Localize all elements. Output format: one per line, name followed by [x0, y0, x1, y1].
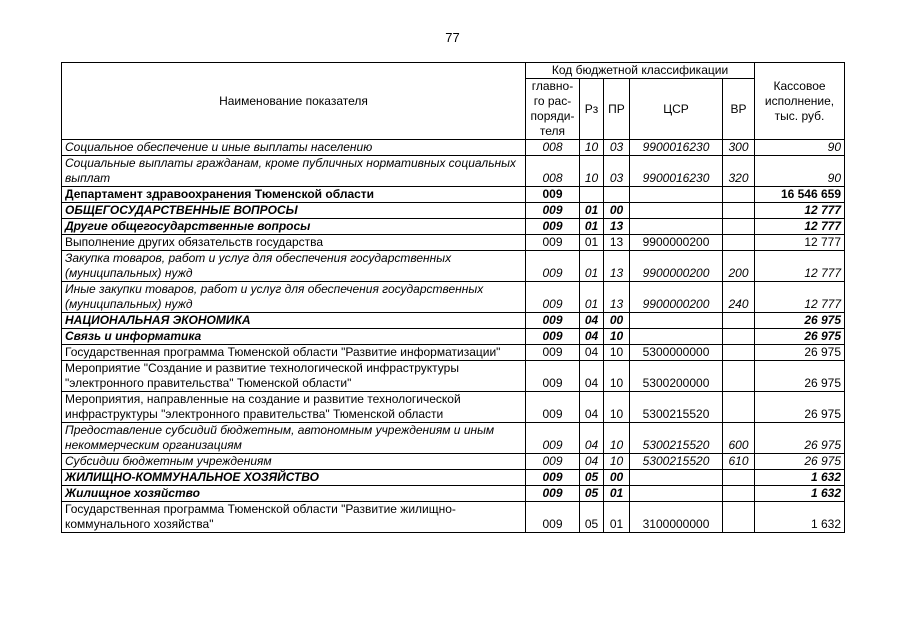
cell-csr: 5300215520	[630, 423, 723, 454]
cell-rz: 05	[580, 502, 604, 533]
cell-pr: 03	[604, 156, 630, 187]
cell-vr	[723, 470, 755, 486]
cell-rz: 04	[580, 313, 604, 329]
cell-name: Выполнение других обязательств государства	[62, 235, 526, 251]
cell-amount: 90	[755, 140, 845, 156]
cell-amount: 12 777	[755, 235, 845, 251]
table-row	[62, 140, 845, 156]
cell-amount: 26 975	[755, 345, 845, 361]
table-row	[62, 423, 845, 454]
cell-amount: 26 975	[755, 423, 845, 454]
cell-name: Закупка товаров, работ и услуг для обеспечения государственных (муниципальных) нужд	[62, 251, 526, 282]
cell-csr	[630, 203, 723, 219]
cell-grbs: 009	[526, 187, 580, 203]
table-row	[62, 156, 845, 187]
cell-grbs: 008	[526, 156, 580, 187]
header-code-group: Код бюджетной классификации	[526, 63, 755, 79]
cell-name: Мероприятие "Создание и развитие технологической инфраструктуры "электронного правительства" Тюменской области"	[62, 361, 526, 392]
cell-name: Жилищное хозяйство	[62, 486, 526, 502]
cell-pr: 03	[604, 140, 630, 156]
table-row	[62, 470, 845, 486]
cell-pr: 10	[604, 345, 630, 361]
cell-amount: 12 777	[755, 282, 845, 313]
table-row	[62, 361, 845, 392]
cell-vr: 300	[723, 140, 755, 156]
cell-amount: 26 975	[755, 454, 845, 470]
cell-csr	[630, 219, 723, 235]
cell-pr: 10	[604, 392, 630, 423]
table-row	[62, 313, 845, 329]
cell-name: Мероприятия, направленные на создание и развитие технологической инфраструктуры "электронного правительства" Тюменской области	[62, 392, 526, 423]
cell-csr: 5300215520	[630, 454, 723, 470]
header-csr: ЦСР	[630, 79, 723, 140]
cell-pr: 00	[604, 203, 630, 219]
cell-vr	[723, 329, 755, 345]
cell-rz: 04	[580, 423, 604, 454]
table-row	[62, 486, 845, 502]
cell-grbs: 009	[526, 282, 580, 313]
cell-amount: 12 777	[755, 203, 845, 219]
cell-name: ЖИЛИЩНО-КОММУНАЛЬНОЕ ХОЗЯЙСТВО	[62, 470, 526, 486]
table-body	[62, 140, 845, 533]
table-row	[62, 282, 845, 313]
cell-grbs: 009	[526, 235, 580, 251]
cell-pr: 00	[604, 313, 630, 329]
cell-vr: 610	[723, 454, 755, 470]
header-amount: Кассовое исполнение, тыс. руб.	[755, 63, 845, 140]
cell-vr: 600	[723, 423, 755, 454]
cell-amount: 90	[755, 156, 845, 187]
cell-rz: 10	[580, 140, 604, 156]
page-number: 77	[445, 30, 460, 45]
cell-pr: 13	[604, 235, 630, 251]
cell-pr: 13	[604, 251, 630, 282]
header-vr: ВР	[723, 79, 755, 140]
cell-rz: 05	[580, 486, 604, 502]
header-rz: Рз	[580, 79, 604, 140]
cell-rz: 01	[580, 219, 604, 235]
table-row	[62, 235, 845, 251]
cell-csr	[630, 329, 723, 345]
cell-vr	[723, 502, 755, 533]
cell-vr	[723, 361, 755, 392]
cell-vr: 320	[723, 156, 755, 187]
cell-vr	[723, 313, 755, 329]
budget-table	[61, 62, 845, 533]
cell-name: Социальные выплаты гражданам, кроме публичных нормативных социальных выплат	[62, 156, 526, 187]
cell-vr	[723, 345, 755, 361]
cell-grbs: 009	[526, 203, 580, 219]
cell-rz: 04	[580, 392, 604, 423]
cell-csr	[630, 187, 723, 203]
cell-pr: 10	[604, 454, 630, 470]
cell-name: Государственная программа Тюменской области "Развитие информатизации"	[62, 345, 526, 361]
cell-csr: 9900016230	[630, 140, 723, 156]
cell-name: ОБЩЕГОСУДАРСТВЕННЫЕ ВОПРОСЫ	[62, 203, 526, 219]
cell-rz: 01	[580, 235, 604, 251]
cell-csr: 9900000200	[630, 251, 723, 282]
cell-grbs: 009	[526, 454, 580, 470]
cell-amount: 26 975	[755, 361, 845, 392]
cell-amount: 26 975	[755, 313, 845, 329]
cell-rz: 04	[580, 454, 604, 470]
cell-name: Другие общегосударственные вопросы	[62, 219, 526, 235]
cell-csr: 9900000200	[630, 282, 723, 313]
cell-name: НАЦИОНАЛЬНАЯ ЭКОНОМИКА	[62, 313, 526, 329]
cell-rz: 01	[580, 282, 604, 313]
cell-name: Государственная программа Тюменской области "Развитие жилищно-коммунального хозяйства"	[62, 502, 526, 533]
cell-vr	[723, 486, 755, 502]
table-row	[62, 203, 845, 219]
table-row	[62, 345, 845, 361]
cell-amount: 1 632	[755, 470, 845, 486]
table-header	[62, 63, 845, 140]
cell-name: Связь и информатика	[62, 329, 526, 345]
cell-rz: 04	[580, 329, 604, 345]
header-grbs: главно-го рас-поряди-теля	[526, 79, 580, 140]
table-row	[62, 251, 845, 282]
cell-pr: 13	[604, 282, 630, 313]
cell-pr: 10	[604, 329, 630, 345]
cell-amount: 26 975	[755, 392, 845, 423]
header-name: Наименование показателя	[62, 63, 526, 140]
cell-grbs: 009	[526, 392, 580, 423]
cell-amount: 12 777	[755, 219, 845, 235]
cell-grbs: 009	[526, 219, 580, 235]
cell-grbs: 009	[526, 313, 580, 329]
cell-grbs: 009	[526, 470, 580, 486]
cell-vr	[723, 187, 755, 203]
cell-vr	[723, 235, 755, 251]
cell-grbs: 009	[526, 345, 580, 361]
cell-csr	[630, 313, 723, 329]
cell-grbs: 009	[526, 423, 580, 454]
cell-pr: 10	[604, 361, 630, 392]
cell-rz: 01	[580, 251, 604, 282]
cell-grbs: 008	[526, 140, 580, 156]
cell-grbs: 009	[526, 329, 580, 345]
cell-csr	[630, 486, 723, 502]
cell-rz: 01	[580, 203, 604, 219]
cell-csr: 5300000000	[630, 345, 723, 361]
cell-vr	[723, 203, 755, 219]
cell-name: Социальное обеспечение и иные выплаты населению	[62, 140, 526, 156]
cell-rz: 04	[580, 345, 604, 361]
table-row	[62, 329, 845, 345]
table-row	[62, 219, 845, 235]
cell-name: Субсидии бюджетным учреждениям	[62, 454, 526, 470]
cell-grbs: 009	[526, 486, 580, 502]
cell-csr: 9900000200	[630, 235, 723, 251]
cell-rz	[580, 187, 604, 203]
cell-amount: 1 632	[755, 486, 845, 502]
cell-pr: 00	[604, 470, 630, 486]
cell-vr	[723, 392, 755, 423]
table-row	[62, 454, 845, 470]
table-row	[62, 392, 845, 423]
cell-amount: 1 632	[755, 502, 845, 533]
cell-amount: 16 546 659	[755, 187, 845, 203]
cell-csr: 5300215520	[630, 392, 723, 423]
header-pr: ПР	[604, 79, 630, 140]
cell-name: Предоставление субсидий бюджетным, автономным учреждениям и иным некоммерческим организациям	[62, 423, 526, 454]
cell-rz: 05	[580, 470, 604, 486]
cell-pr: 01	[604, 502, 630, 533]
cell-csr: 5300200000	[630, 361, 723, 392]
cell-name: Департамент здравоохранения Тюменской области	[62, 187, 526, 203]
cell-rz: 04	[580, 361, 604, 392]
cell-csr: 3100000000	[630, 502, 723, 533]
cell-csr	[630, 470, 723, 486]
cell-pr	[604, 187, 630, 203]
cell-grbs: 009	[526, 361, 580, 392]
table-row	[62, 187, 845, 203]
cell-grbs: 009	[526, 502, 580, 533]
cell-vr: 200	[723, 251, 755, 282]
cell-pr: 01	[604, 486, 630, 502]
cell-vr: 240	[723, 282, 755, 313]
cell-rz: 10	[580, 156, 604, 187]
cell-vr	[723, 219, 755, 235]
cell-csr: 9900016230	[630, 156, 723, 187]
cell-pr: 10	[604, 423, 630, 454]
cell-pr: 13	[604, 219, 630, 235]
table-row	[62, 502, 845, 533]
cell-amount: 12 777	[755, 251, 845, 282]
cell-grbs: 009	[526, 251, 580, 282]
cell-name: Иные закупки товаров, работ и услуг для обеспечения государственных (муниципальных) нужд	[62, 282, 526, 313]
cell-amount: 26 975	[755, 329, 845, 345]
